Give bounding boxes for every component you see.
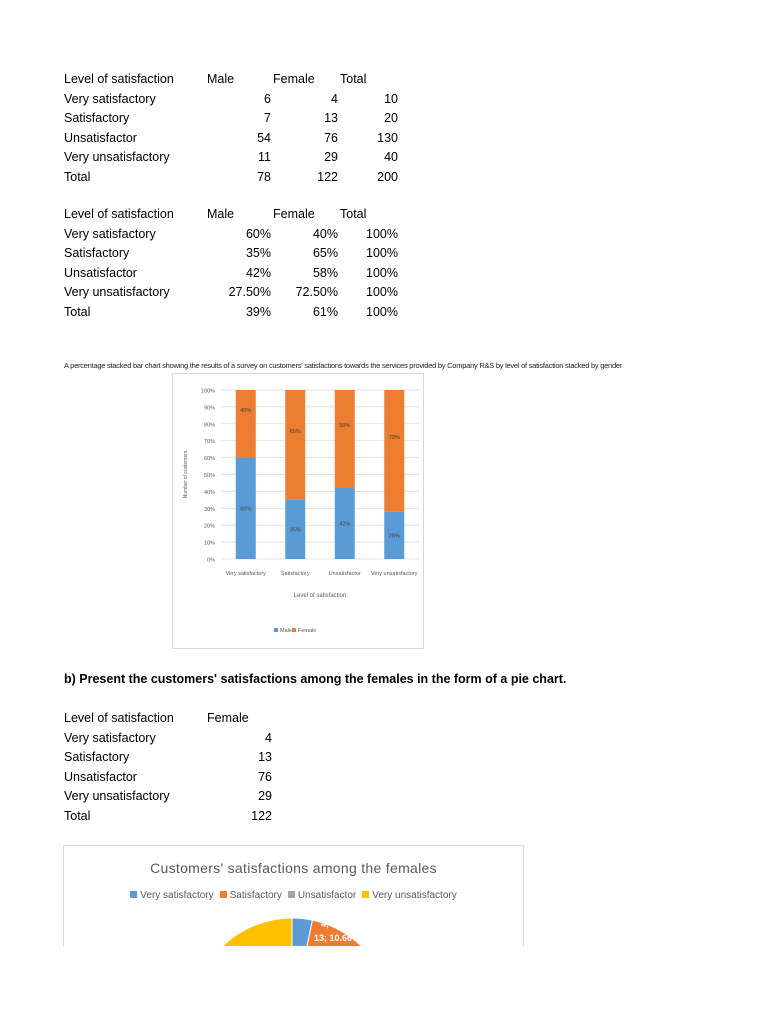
y-tick-label: 40% xyxy=(203,489,215,496)
data-label: 65% xyxy=(289,428,301,435)
table-cell: Total xyxy=(64,808,91,823)
table-cell: 122 xyxy=(251,808,272,823)
table-cell: 200 xyxy=(377,169,398,184)
stacked-bar-chart xyxy=(172,373,424,649)
female-table xyxy=(64,709,272,826)
table-header-row xyxy=(64,709,272,729)
legend-label: Satisfactory xyxy=(229,890,282,901)
table-row xyxy=(64,168,398,188)
y-tick-label: 60% xyxy=(203,456,215,463)
pie-data-label: 13; 10.66% xyxy=(314,933,361,943)
table-cell: 13 xyxy=(258,750,272,764)
table-cell: 76 xyxy=(324,130,338,145)
table-row xyxy=(64,244,398,264)
table-cell: 40% xyxy=(312,226,338,241)
table-cell: 10 xyxy=(384,91,398,106)
data-label: 60% xyxy=(240,506,252,513)
table-header-cell: Male xyxy=(207,207,235,221)
table-header-cell: Total xyxy=(340,207,367,221)
y-tick-label: 0% xyxy=(207,557,215,564)
table-header-cell: Female xyxy=(207,711,249,725)
percentages-table xyxy=(64,205,398,322)
table-row xyxy=(64,768,272,788)
table-cell: 58% xyxy=(312,265,338,280)
table-cell: Unsatisfactor xyxy=(64,769,137,784)
table-cell: 76 xyxy=(258,769,272,784)
table-cell: Unsatisfactor xyxy=(64,130,137,145)
data-label: 42% xyxy=(339,521,351,528)
question-b: b) Present the customers' satisfactions among the females in the form of a pie chart. xyxy=(64,672,567,686)
table-row xyxy=(64,148,398,168)
table-cell: 100% xyxy=(366,285,398,299)
table-header-cell: Total xyxy=(340,72,367,86)
table-row xyxy=(64,225,398,245)
table-cell: 4 xyxy=(331,91,338,106)
legend-label: Male xyxy=(280,628,292,634)
table-cell: 13 xyxy=(324,111,338,125)
table-cell: Total xyxy=(64,169,91,184)
x-tick-label: Satisfactory xyxy=(280,571,310,577)
table-row xyxy=(64,90,398,110)
y-tick-label: 100% xyxy=(200,388,215,395)
pie-svg xyxy=(64,846,523,946)
table-row xyxy=(64,283,398,303)
table-cell: 100% xyxy=(366,246,398,260)
table-cell: 6 xyxy=(264,91,271,106)
table-cell: 29 xyxy=(324,150,338,164)
table-header-row xyxy=(64,205,398,225)
bar-segment-female xyxy=(335,390,355,488)
table-header-cell: Female xyxy=(273,72,315,86)
y-tick-label: 90% xyxy=(203,405,215,412)
data-label: 58% xyxy=(339,423,351,430)
table-cell: 100% xyxy=(366,265,398,280)
table-cell: 27.50% xyxy=(228,285,271,299)
table-cell: Satisfactory xyxy=(64,111,130,125)
data-label: 73% xyxy=(388,434,400,441)
table-header-cell: Female xyxy=(273,207,315,221)
y-axis-label: Number of customers xyxy=(183,450,189,499)
table-cell: 42% xyxy=(245,265,271,280)
data-label: 35% xyxy=(289,527,301,534)
table-cell: 20 xyxy=(384,111,398,125)
legend-label: Very satisfactory xyxy=(140,890,214,901)
y-tick-label: 10% xyxy=(203,540,215,547)
table-cell: 54 xyxy=(257,130,271,145)
table-cell: 29 xyxy=(258,789,272,803)
table-header-cell: Level of satisfaction xyxy=(64,72,174,86)
table-row xyxy=(64,109,398,129)
table-cell: Unsatisfactor xyxy=(64,265,137,280)
legend-swatch xyxy=(274,628,278,632)
table-cell: 4 xyxy=(265,730,272,745)
table-cell: Very unsatisfactory xyxy=(64,789,170,803)
table-row xyxy=(64,748,272,768)
legend-label: Female xyxy=(298,628,317,634)
table-cell: 72.50% xyxy=(295,285,338,299)
y-tick-label: 70% xyxy=(203,439,215,446)
bar-segment-female xyxy=(285,390,305,500)
table-cell: 61% xyxy=(312,304,338,319)
bar-segment-female xyxy=(384,390,404,512)
stacked-bar-svg xyxy=(173,374,423,648)
table-cell: Satisfactory xyxy=(64,246,130,260)
table-cell: Very satisfactory xyxy=(64,226,156,241)
pie-title: Customers' satisfactions among the females xyxy=(150,860,437,876)
pie-chart xyxy=(63,845,524,946)
table-cell: 7 xyxy=(264,111,271,125)
table-row xyxy=(64,729,272,749)
table-header-cell: Male xyxy=(207,72,235,86)
table-cell: 39% xyxy=(245,304,271,319)
table-cell: 78 xyxy=(257,169,271,184)
pie-data-label: 4; 3.28% xyxy=(321,919,358,929)
table-cell: Satisfactory xyxy=(64,750,130,764)
table-row xyxy=(64,264,398,284)
table-cell: 60% xyxy=(245,226,271,241)
pie-slice xyxy=(192,918,292,946)
x-axis-label: Level of satisfaction xyxy=(293,593,347,599)
table-row xyxy=(64,129,398,149)
y-tick-label: 20% xyxy=(203,523,215,530)
table-cell: Total xyxy=(64,304,91,319)
y-tick-label: 80% xyxy=(203,422,215,429)
table-cell: Very unsatisfactory xyxy=(64,150,170,164)
table-cell: 40 xyxy=(384,150,398,164)
y-tick-label: 50% xyxy=(203,473,215,479)
bar-segment-female xyxy=(236,390,256,458)
x-tick-label: Very satisfactory xyxy=(225,571,266,577)
table-cell: 100% xyxy=(366,304,398,319)
table-cell: Very unsatisfactory xyxy=(64,285,170,299)
data-label: 40% xyxy=(240,407,252,414)
table-row xyxy=(64,787,272,807)
bar-chart-caption: A percentage stacked bar chart showing the results of a survey on customers' satisfactions towards the services provided by Company R&S by level of satisfaction stacked by gender xyxy=(64,361,623,370)
table-cell: 35% xyxy=(245,246,271,260)
legend-label: Unsatisfactor xyxy=(297,890,357,901)
x-tick-label: Unsatisfactor xyxy=(328,571,361,577)
table-header-cell: Level of satisfaction xyxy=(64,711,174,725)
legend-label: Very unsatisfactory xyxy=(372,890,457,901)
legend-swatch xyxy=(292,628,296,632)
table-header-row xyxy=(64,70,398,90)
table-cell: 100% xyxy=(366,226,398,241)
table-cell: Very satisfactory xyxy=(64,91,156,106)
y-tick-label: 30% xyxy=(203,506,215,513)
counts-table xyxy=(64,70,398,187)
table-cell: 122 xyxy=(317,169,338,184)
table-header-cell: Level of satisfaction xyxy=(64,207,174,221)
data-label: 28% xyxy=(388,533,400,540)
table-row xyxy=(64,807,272,827)
table-cell: Very satisfactory xyxy=(64,730,156,745)
table-cell: 11 xyxy=(258,150,271,164)
table-row xyxy=(64,303,398,323)
table-cell: 130 xyxy=(377,130,398,145)
x-tick-label: Very unsatisfactory xyxy=(371,571,418,577)
table-cell: 65% xyxy=(312,246,338,260)
